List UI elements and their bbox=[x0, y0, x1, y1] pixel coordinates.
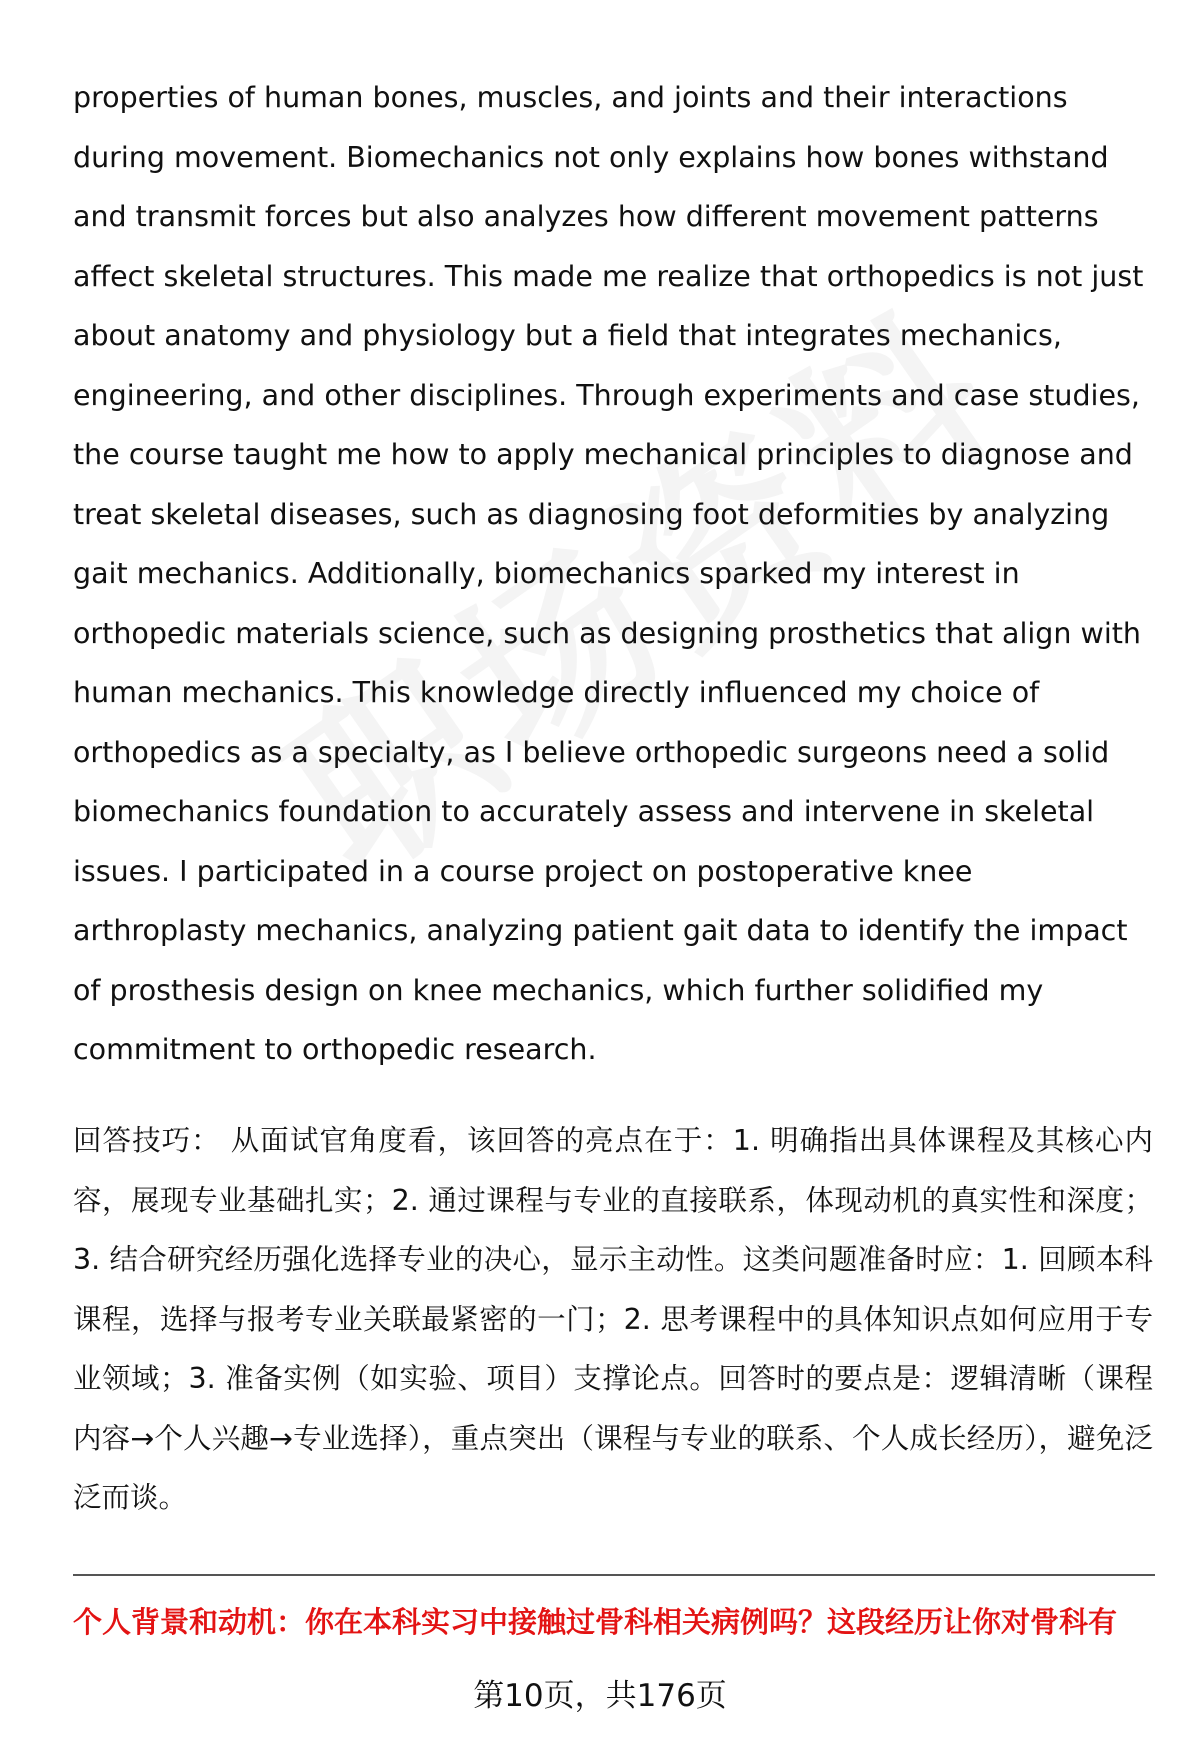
tips-text: 从面试官角度看，该回答的亮点在于：1. 明确指出具体课程及其核心内容，展现专业基础扎实；2. 通过课程与专业的直接联系，体现动机的真实性和深度；3. 结合研究经历强化选择专业的决心，显示主动性。这类问题准备时应：1. 回顾本科课程，选择与报考专业关联最紧密的一门；2. 思考课程中的具体知识点如何应用于专业领域；3. 准备实例（如实验、项目）支撑论点。回答时的要点是：逻辑清晰（课程内容→个人兴趣→专业选择），重点突出（课程与专业的联系、个人成长经历），避免泛泛而谈。 bbox=[73, 1124, 1153, 1514]
section-divider bbox=[73, 1574, 1155, 1576]
next-question-heading: 个人背景和动机：你在本科实习中接触过骨科相关病例吗？这段经历让你对骨科有 bbox=[73, 1605, 1118, 1639]
answer-tips-paragraph bbox=[73, 1111, 1153, 1528]
answer-paragraph: properties of human bones, muscles, and joints and their interactions during movement. Biomechanics not only explains how bones withstand and transmit forces but also analyzes how different movement patterns affect skeletal structures. This made me realize that orthopedics is not just about anatomy and physiology but a field that integrates mechanics, engineering, and other disciplines. Through experiments and case studies, the course taught me how to apply mechanical principles to diagnose and treat skeletal diseases, such as diagnosing foot deformities by analyzing gait mechanics. Additionally, biomechanics sparked my interest in orthopedic materials science, such as designing prosthetics that align with human mechanics. This knowledge directly influenced my choice of orthopedics as a specialty, as I believe orthopedic surgeons need a solid biomechanics foundation to accurately assess and intervene in skeletal issues. I participated in a course project on postoperative knee arthroplasty mechanics, analyzing patient gait data to identify the impact of prosthesis design on knee mechanics, which further solidified my commitment to orthopedic research. bbox=[73, 81, 1144, 1066]
tips-label: 回答技巧： bbox=[73, 1124, 221, 1157]
page-number: 第10页，共176页 bbox=[473, 1678, 727, 1714]
